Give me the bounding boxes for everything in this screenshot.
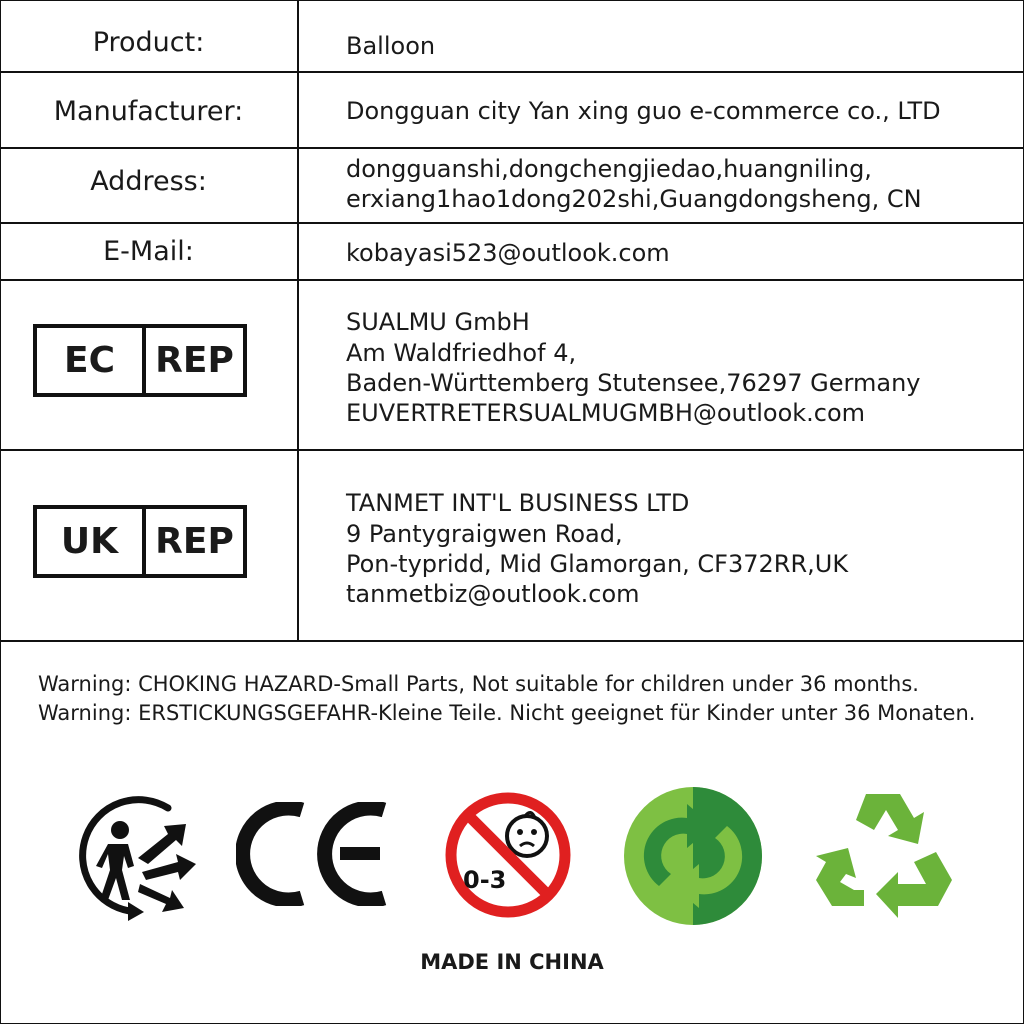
ec-badge-text: EC — [37, 328, 146, 393]
ec-rep-line: Baden-Württemberg Stutensee,76297 Germany — [346, 369, 921, 397]
made-in-label: MADE IN CHINA — [420, 950, 604, 974]
email-label: E-Mail: — [103, 236, 194, 267]
address-line: dongguanshi,dongchengjiedao,huangniling, — [346, 155, 872, 183]
address-label: Address: — [90, 166, 207, 197]
ec-rep-badge — [33, 324, 247, 397]
ec-rep-line: Am Waldfriedhof 4, — [346, 339, 577, 367]
row-divider — [0, 147, 1024, 149]
uk-rep-line: tanmetbiz@outlook.com — [346, 580, 640, 608]
manufacturer-label: Manufacturer: — [53, 96, 244, 127]
row-divider — [0, 71, 1024, 73]
row-divider — [0, 222, 1024, 224]
triman-recycling-icon — [68, 788, 204, 924]
recycling-arrows-icon — [814, 786, 954, 926]
not-for-children-0-3-icon — [443, 790, 573, 920]
uk-rep-line: 9 Pantygraigwen Road, — [346, 520, 623, 548]
ec-rep-line: EUVERTRETERSUALMUGMBH@outlook.com — [346, 399, 866, 427]
age-range-label: 0-3 — [463, 866, 507, 894]
uk-rep-line: TANMET INT'L BUSINESS LTD — [346, 489, 690, 517]
warning-text: Warning: ERSTICKUNGSGEFAHR-Kleine Teile. Nicht geeignet für Kinder unter 36 Monaten. — [38, 701, 976, 725]
warnings — [38, 670, 975, 728]
product-label: Product: — [92, 27, 205, 58]
address-line: erxiang1hao1dong202shi,Guangdongsheng, CN — [346, 185, 922, 213]
column-divider — [297, 0, 299, 642]
rep-badge-text: REP — [155, 340, 234, 381]
row-divider — [0, 279, 1024, 281]
warning-text: Warning: CHOKING HAZARD-Small Parts, Not suitable for children under 36 months. — [38, 672, 919, 696]
uk-badge-text: UK — [37, 509, 146, 574]
manufacturer-value: Dongguan city Yan xing guo e-commerce co., LTD — [346, 97, 941, 125]
email-value: kobayasi523@outlook.com — [346, 239, 670, 267]
rep-badge-text: REP — [155, 521, 234, 562]
ce-mark-icon — [236, 802, 391, 906]
green-dot-icon — [623, 786, 763, 926]
uk-rep-line: Pon-typridd, Mid Glamorgan, CF372RR,UK — [346, 550, 849, 578]
row-divider — [0, 449, 1024, 451]
row-divider — [0, 640, 1024, 642]
ec-rep-line: SUALMU GmbH — [346, 308, 530, 336]
product-value: Balloon — [346, 32, 436, 60]
uk-rep-badge — [33, 505, 247, 578]
